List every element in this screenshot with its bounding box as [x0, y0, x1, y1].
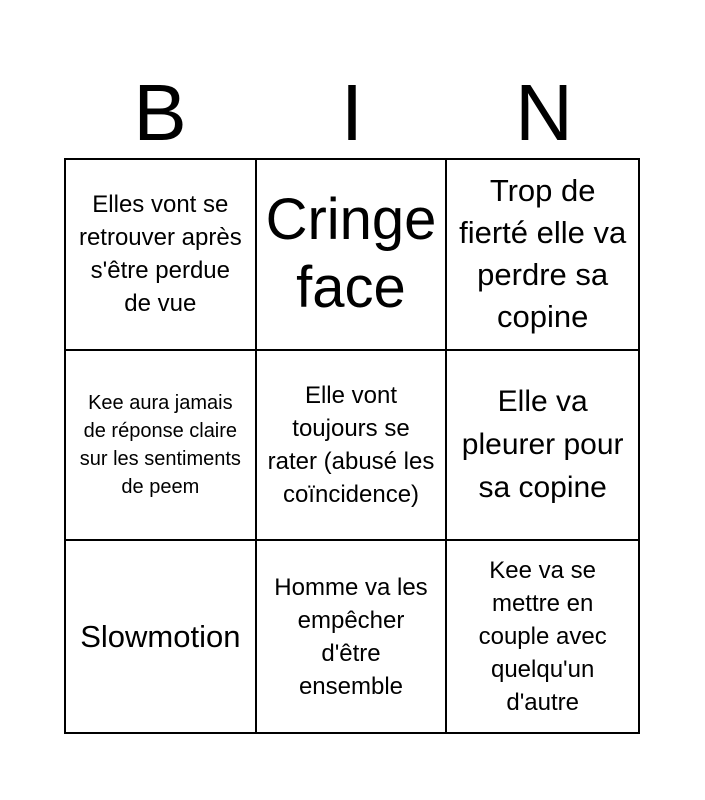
cell-text: Cringe face	[265, 187, 437, 321]
bingo-cell[interactable]	[257, 541, 448, 732]
cell-text: Elle vont toujours se rater (abusé les coïncidence)	[267, 381, 435, 508]
bingo-cell[interactable]	[66, 351, 257, 542]
bingo-cell[interactable]	[257, 351, 448, 542]
cell-text: Trop de fierté elle va perdre sa copine	[459, 173, 627, 335]
cell-text: Elles vont se retrouver après s'être perdue de vue	[78, 191, 242, 318]
header-letter-b: B	[133, 68, 187, 157]
bingo-header	[64, 70, 640, 156]
bingo-cell[interactable]	[447, 351, 638, 542]
bingo-cell[interactable]	[447, 160, 638, 351]
cell-text: Homme va les empêcher d'être ensemble	[274, 573, 428, 700]
cell-text: Kee va se mettre en couple avec quelqu'un d'autre	[478, 557, 607, 717]
bingo-grid	[64, 158, 640, 734]
header-letter-n: N	[515, 68, 573, 157]
bingo-cell[interactable]	[447, 541, 638, 732]
cell-text: Slowmotion	[80, 618, 241, 654]
bingo-cell[interactable]	[257, 160, 448, 351]
cell-text: Kee aura jamais de réponse claire sur les sentiments de peem	[79, 391, 241, 498]
header-letter-i: I	[340, 68, 364, 157]
bingo-cell[interactable]	[66, 541, 257, 732]
cell-text: Elle va pleurer pour sa copine	[461, 385, 624, 505]
bingo-cell[interactable]	[66, 160, 257, 351]
